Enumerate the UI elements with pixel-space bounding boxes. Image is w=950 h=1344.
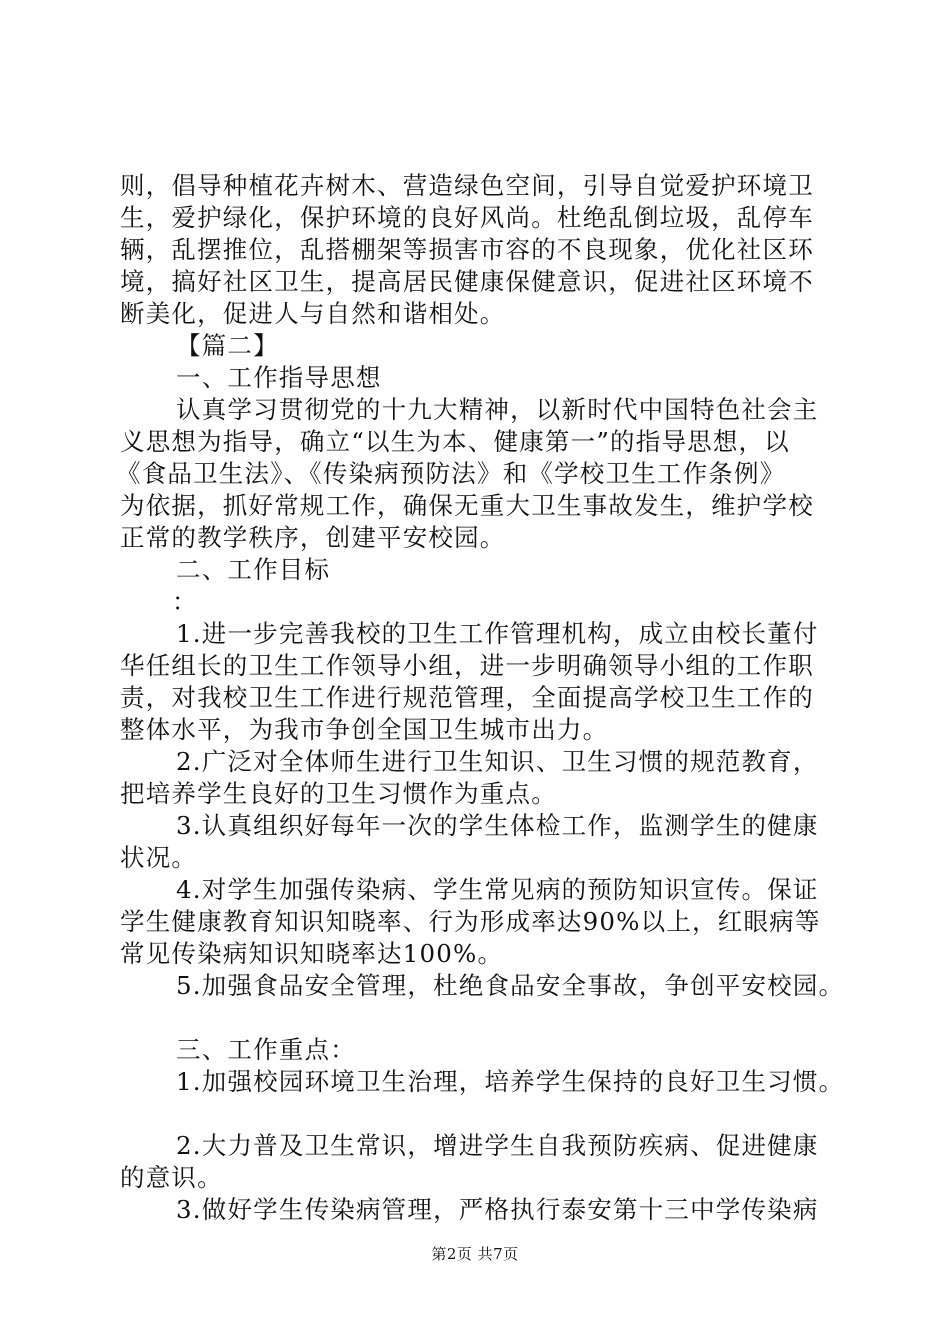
line-17: 责，对我校卫生工作进行规范管理，全面提高学校卫生工作的	[120, 683, 814, 712]
line-03: 辆，乱摆推位，乱搭棚架等损害市容的不良现象，优化社区环	[120, 235, 814, 264]
line-08: 认真学习贯彻党的十九大精神，以新时代中国特色社会主	[176, 395, 819, 424]
line-21: 3.认真组织好每年一次的学生体检工作，监测学生的健康	[176, 811, 819, 840]
line-25: 常见传染病知识知晓率达100%。	[120, 939, 504, 968]
line-01: 则，倡导种植花卉树木、营造绿色空间，引导自觉爱护环境卫	[120, 171, 814, 200]
line-22: 状况。	[120, 843, 198, 872]
page-footer: 第2页 共7页	[431, 1245, 519, 1263]
line-02: 生，爱护绿化，保护环境的良好风尚。杜绝乱倒垃圾，乱停车	[120, 203, 814, 232]
line-10: 《食品卫生法》、《传染病预防法》和《学校卫生工作条例》	[116, 459, 786, 488]
colon-line: ：	[172, 587, 198, 616]
line-31: 3.做好学生传染病管理，严格执行泰安第十三中学传染病	[176, 1195, 819, 1224]
line-04: 境，搞好社区卫生，提高居民健康保健意识，促进社区环境不	[120, 267, 814, 296]
line-20: 把培养学生良好的卫生习惯作为重点。	[120, 779, 557, 808]
line-09: 义思想为指导，确立“以生为本、健康第一”的指导思想，以	[120, 427, 790, 456]
heading-work-goals: 二、工作目标	[176, 555, 331, 584]
line-18: 整体水平，为我市争创全国卫生城市出力。	[120, 715, 609, 744]
line-23: 4.对学生加强传染病、学生常见病的预防知识宣传。保证	[176, 875, 819, 904]
line-30: 的意识。	[120, 1163, 223, 1192]
section-heading-part-two: 【篇二】	[176, 331, 279, 360]
line-24: 学生健康教育知识知晓率、行为形成率达90%以上，红眼病等	[120, 907, 821, 936]
line-19: 2.广泛对全体师生进行卫生知识、卫生习惯的规范教育，	[176, 747, 819, 776]
line-16: 华任组长的卫生工作领导小组，进一步明确领导小组的工作职	[120, 651, 814, 680]
line-29: 2.大力普及卫生常识，增进学生自我预防疾病、促进健康	[176, 1131, 819, 1160]
heading-work-focus: 三、工作重点：	[176, 1035, 356, 1064]
line-28: 1.加强校园环境卫生治理，培养学生保持的良好卫生习惯。	[176, 1067, 845, 1096]
line-15: 1.进一步完善我校的卫生工作管理机构，成立由校长董付	[176, 619, 819, 648]
line-11: 为依据，抓好常规工作，确保无重大卫生事故发生，维护学校	[120, 491, 814, 520]
heading-guiding-ideology: 一、工作指导思想	[176, 363, 382, 392]
line-05: 断美化，促进人与自然和谐相处。	[120, 299, 506, 328]
line-12: 正常的教学秩序，创建平安校园。	[120, 523, 506, 552]
line-26: 5.加强食品安全管理，杜绝食品安全事故，争创平安校园。	[176, 971, 845, 1000]
